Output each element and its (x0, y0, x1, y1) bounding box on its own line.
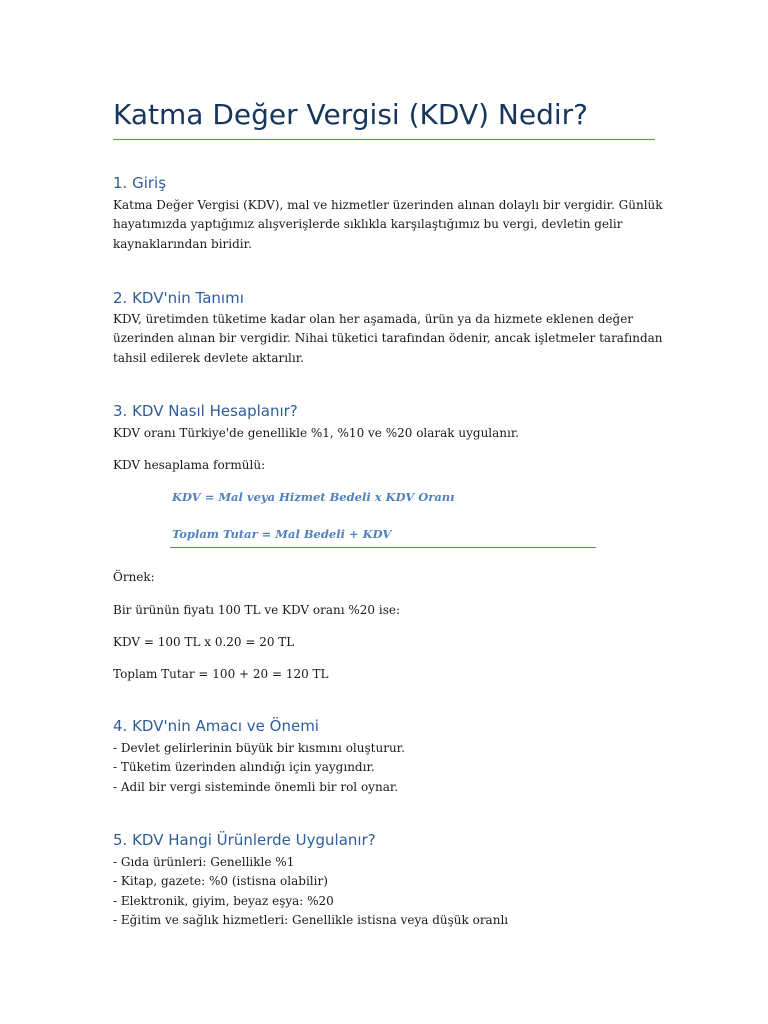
formula-total: Toplam Tutar = Mal Bedeli + KDV (172, 527, 392, 541)
section-heading-amac: 4. KDV'nin Amacı ve Önemi (113, 717, 319, 735)
formula-intro: KDV hesaplama formülü: (113, 458, 266, 472)
list-item: - Adil bir vergi sisteminde önemli bir rol oynar. (113, 779, 399, 794)
paragraph-line: Katma Değer Vergisi (KDV), mal ve hizmetler üzerinden alınan dolaylı bir vergidir. Günlük (113, 198, 663, 212)
list-item: - Tüketim üzerinden alındığı için yaygındır. (113, 760, 375, 775)
section-heading-hesaplama: 3. KDV Nasıl Hesaplanır? (113, 402, 298, 420)
list-item: - Eğitim ve sağlık hizmetleri: Genellikle istisna veya düşük oranlı (113, 912, 509, 927)
paragraph-line: üzerinden alınan bir vergidir. Nihai tüketici tarafından ödenir, ancak işletmeler tarafından (113, 331, 663, 346)
example-label: Örnek: (113, 570, 155, 584)
paragraph-line: kaynaklarından biridir. (113, 236, 252, 251)
example-line: Bir ürünün fiyatı 100 TL ve KDV oranı %20 ise: (113, 603, 400, 617)
section-paragraph-tanim (113, 310, 663, 368)
formula-underline (170, 547, 596, 548)
section-heading-urunler: 5. KDV Hangi Ürünlerde Uygulanır? (113, 831, 376, 849)
list-item: - Devlet gelirlerinin büyük bir kısmını oluşturur. (113, 741, 405, 755)
kdv-rate-text: KDV oranı Türkiye'de genellikle %1, %10 ve %20 olarak uygulanır. (113, 426, 520, 440)
title-underline (113, 139, 655, 140)
list-item: - Elektronik, giyim, beyaz eşya: %20 (113, 893, 334, 908)
list-item: - Gıda ürünleri: Genellikle %1 (113, 855, 295, 869)
example-line: KDV = 100 TL x 0.20 = 20 TL (113, 635, 295, 649)
section-paragraph-giris (113, 196, 663, 254)
formula-kdv: KDV = Mal veya Hizmet Bedeli x KDV Oranı (172, 490, 455, 504)
document-title: Katma Değer Vergisi (KDV) Nedir? (113, 98, 589, 131)
list-item: - Kitap, gazete: %0 (istisna olabilir) (113, 874, 328, 889)
section-heading-giris: 1. Giriş (113, 174, 167, 192)
section-heading-tanim: 2. KDV'nin Tanımı (113, 289, 244, 307)
example-line: Toplam Tutar = 100 + 20 = 120 TL (113, 667, 329, 681)
paragraph-line: hayatımızda yaptığımız alışverişlerde sıklıkla karşılaştığımız bu vergi, devletin gelir (113, 217, 623, 232)
paragraph-line: KDV, üretimden tüketime kadar olan her aşamada, ürün ya da hizmete eklenen değer (113, 312, 634, 326)
section-list-urunler (113, 853, 508, 930)
paragraph-line: tahsil edilerek devlete aktarılır. (113, 350, 304, 365)
section-list-amac (113, 739, 405, 797)
